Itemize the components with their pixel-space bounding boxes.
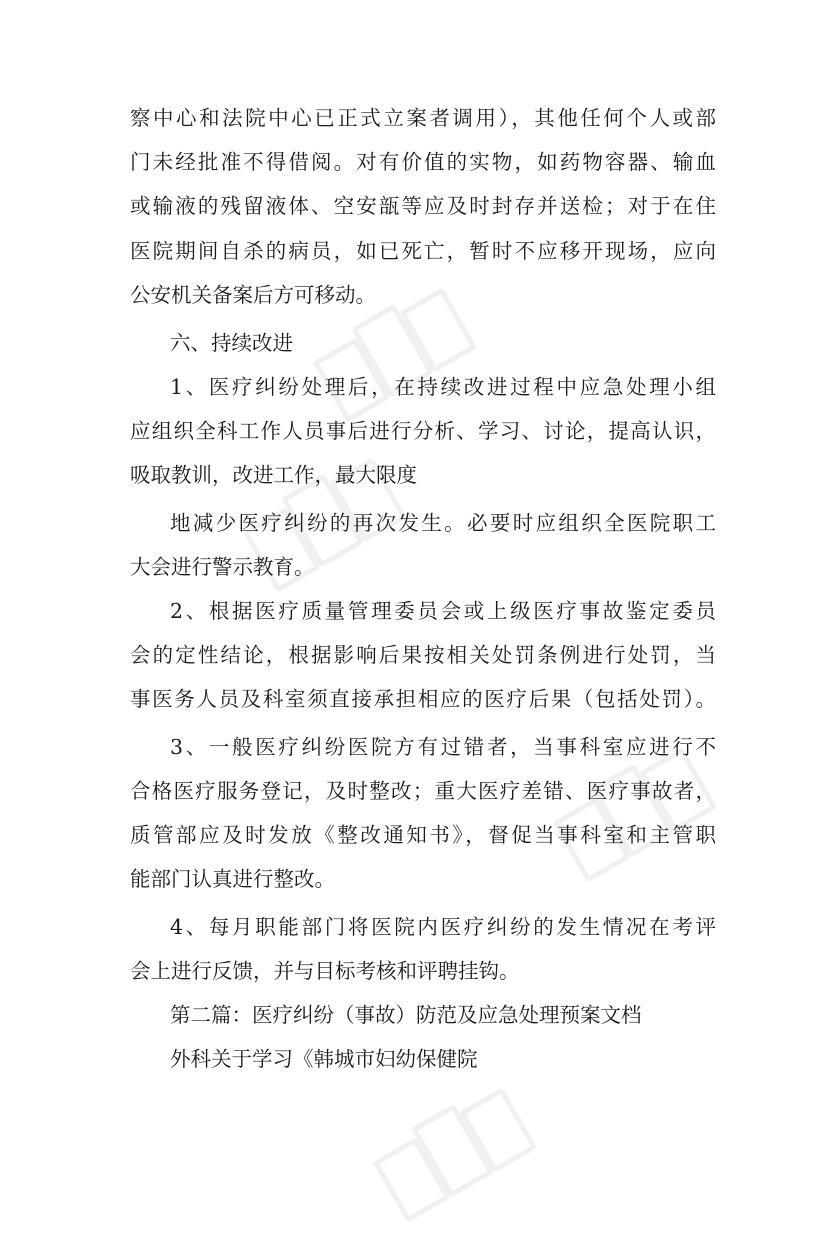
chapter-title: 第二篇：医疗纠纷（事故）防范及应急处理预案文档 [170, 1003, 642, 1027]
text-line: 2、根据医疗质量管理委员会或上级医疗事故鉴定委员 [170, 599, 716, 623]
text-line: 门未经批准不得借阅。对有价值的实物，如药物容器、输血 [130, 150, 716, 174]
text-line: 会上进行反馈，并与目标考核和评聘挂钩。 [130, 959, 520, 983]
text-line: 或输液的残留液体、空安瓿等应及时封存并送检；对于在住 [130, 194, 716, 218]
text-line: 外科关于学习《韩城市妇幼保健院 [170, 1047, 478, 1071]
text-line: 事医务人员及科室须直接承担相应的医疗后果（包括处罚）。 [130, 687, 716, 711]
text-line: 会的定性结论，根据影响后果按相关处罚条例进行处罚，当 [130, 643, 716, 667]
text-line: 地减少医疗纠纷的再次发生。必要时应组织全医院职工 [170, 511, 716, 535]
section-heading: 六、持续改进 [170, 331, 293, 355]
text-line: 1、医疗纠纷处理后，在持续改进过程中应急处理小组 [170, 375, 716, 399]
text-line: 能部门认真进行整改。 [130, 867, 335, 891]
text-line: 应组织全科工作人员事后进行分析、学习、讨论，提高认识， [130, 419, 716, 443]
text-line: 合格医疗服务登记，及时整改；重大医疗差错、医疗事故者， [130, 779, 716, 803]
text-line: 质管部应及时发放《整改通知书》，督促当事科室和主管职 [130, 823, 716, 847]
text-line: 医院期间自杀的病员，如已死亡，暂时不应移开现场，应向 [130, 239, 716, 263]
text-line: 察中心和法院中心已正式立案者调用），其他任何个人或部 [130, 106, 716, 130]
watermark-logo [363, 1070, 548, 1240]
text-line: 3、一般医疗纠纷医院方有过错者，当事科室应进行不 [170, 735, 716, 759]
text-line: 大会进行警示教育。 [130, 555, 315, 579]
text-line: 公安机关备案后方可移动。 [130, 283, 376, 307]
text-line: 4、每月职能部门将医院内医疗纠纷的发生情况在考评 [170, 915, 716, 939]
text-line: 吸取教训，改进工作，最大限度 [130, 463, 417, 487]
